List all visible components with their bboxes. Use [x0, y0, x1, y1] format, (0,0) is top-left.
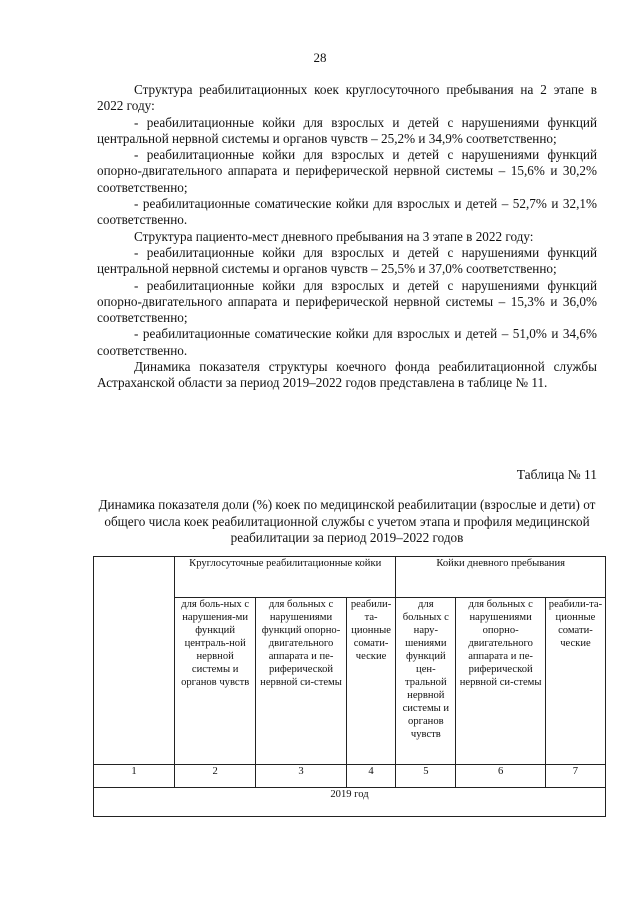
paragraph: - реабилитационные койки для взрослых и детей с нарушениями функций центральной нервной системы и органов чувств – 25,5% и 37,0% соответственно; [97, 244, 597, 277]
table-label: Таблица № 11 [516, 467, 597, 482]
paragraph: Динамика показателя структуры коечного фонда реабилитационной службы Астраханской области за период 2019–2022 годов представлена в таблице № 11. [97, 359, 597, 391]
paragraph: - реабилитационные соматические койки для взрослых и детей – 51,0% и 34,6% соответственно. [97, 326, 597, 358]
column-number: 3 [256, 765, 347, 788]
table-caption: Динамика показателя доли (%) коек по медицинской реабилитации (взрослые и дети) от общего числа коек реабилитационной службы с учетом этапа и профиля медицинской реабилитации за период 2019–2022 годов [98, 497, 596, 545]
group-header-round-the-clock: Круглосуточные реабилитационные койки [175, 557, 396, 598]
subheader-cell: реабили-та-ционные сомати-ческие [545, 598, 605, 765]
column-number: 2 [175, 765, 256, 788]
page-number: 28 [313, 50, 327, 65]
column-number: 1 [94, 765, 175, 788]
column-number: 6 [456, 765, 546, 788]
data-table [93, 556, 606, 817]
paragraph: - реабилитационные койки для взрослых и детей с нарушениями функций опорно-двигательного аппарата и периферической нервной системы – 15,3% и 36,0% соответственно; [97, 277, 597, 326]
year-cell: 2019 год [94, 788, 606, 817]
subheader-cell: для больных с нару-шениями функций цен-тральной нервной системы и органов чувств [396, 598, 456, 765]
subheader-cell: реабили-та-ционные сомати-ческие [346, 598, 396, 765]
paragraph: - реабилитационные соматические койки для взрослых и детей – 52,7% и 32,1% соответственно. [97, 196, 597, 228]
column-number-row [94, 765, 606, 788]
column-number: 4 [346, 765, 396, 788]
subheader-cell: для боль-ных с нарушения-ми функций централь-ной нервной системы и органов чувств [175, 598, 256, 765]
body-text [97, 82, 597, 392]
subheader-cell: для больных с нарушениями опорно-двигательного аппарата и пе-риферической нервной си-стемы [456, 598, 546, 765]
paragraph: Структура реабилитационных коек круглосуточного пребывания на 2 этапе в 2022 году: [97, 82, 597, 114]
paragraph: - реабилитационные койки для взрослых и детей с нарушениями функций опорно-двигательного аппарата и периферической нервной системы – 15,6% и 30,2% соответственно; [97, 147, 597, 195]
column-number: 5 [396, 765, 456, 788]
column-number: 7 [545, 765, 605, 788]
subheader-cell: для больных с нарушениями функций опорно-двигательного аппарата и пе-риферической нервной си-стемы [256, 598, 347, 765]
group-header-day: Койки дневного пребывания [396, 557, 606, 598]
year-row [94, 788, 606, 817]
table-header-row [94, 557, 606, 598]
paragraph: - реабилитационные койки для взрослых и детей с нарушениями функций центральной нервной системы и органов чувств – 25,2% и 34,9% соответственно; [97, 114, 597, 146]
paragraph: Структура пациенто-мест дневного пребывания на 3 этапе в 2022 году: [134, 228, 534, 244]
table-header-empty [94, 557, 175, 765]
